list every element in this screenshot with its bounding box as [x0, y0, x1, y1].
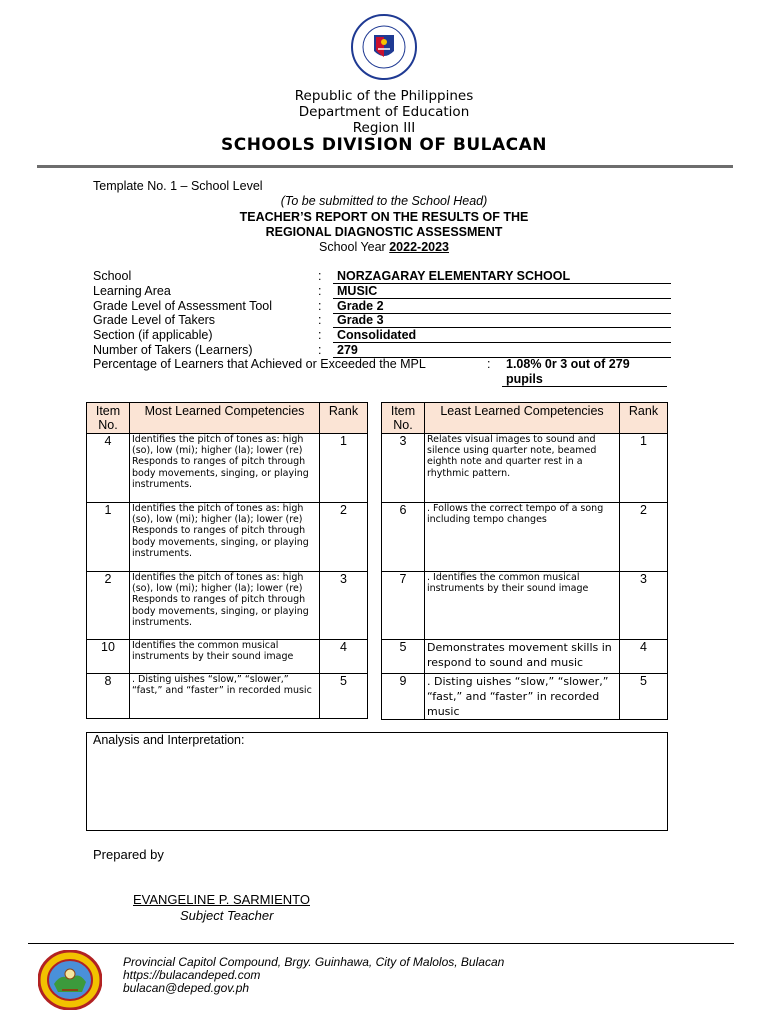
item-number: 1	[87, 503, 130, 572]
item-number: 8	[87, 674, 130, 719]
info-colon: :	[487, 357, 491, 371]
table-row	[382, 674, 668, 720]
info-value-takers: 279	[333, 343, 671, 358]
competency-text: . Disting uishes “slow,” “slower,” “fast,” and “faster” in recorded music	[425, 674, 620, 720]
table-row	[382, 503, 668, 572]
info-colon: :	[318, 284, 322, 298]
info-colon: :	[318, 343, 322, 357]
analysis-label: Analysis and Interpretation:	[93, 733, 245, 747]
info-label-school: School	[93, 269, 132, 283]
competency-text: Identifies the pitch of tones as: high (so), low (mi); higher (la); lower (re) Responds to ranges of pitch through body movements, singing, or playing instruments.	[130, 503, 320, 572]
preparer-title: Subject Teacher	[180, 908, 274, 923]
least-learned-table	[381, 402, 668, 720]
item-number: 2	[87, 572, 130, 640]
most-learned-header-row	[87, 403, 368, 434]
info-value-school: NORZAGARAY ELEMENTARY SCHOOL	[333, 269, 671, 284]
least-learned-item-header: Item No.	[382, 403, 425, 434]
info-label-grade-takers: Grade Level of Takers	[93, 313, 216, 327]
info-value-grade-tool: Grade 2	[333, 299, 671, 314]
table-row	[382, 640, 668, 674]
competency-text: Identifies the pitch of tones as: high (so), low (mi); higher (la); lower (re) Responds to ranges of pitch through body movements, singing, or playing instruments.	[130, 434, 320, 503]
competency-text: . Follows the correct tempo of a song including tempo changes	[425, 503, 620, 572]
most-learned-item-header: Item No.	[87, 403, 130, 434]
prepared-by-label: Prepared by	[93, 847, 164, 862]
item-number: 6	[382, 503, 425, 572]
mpl-value-line2: pupils	[506, 371, 543, 386]
table-row	[382, 434, 668, 503]
deped-seal-logo	[350, 13, 418, 86]
least-learned-header-row	[382, 403, 668, 434]
competency-text: . Identifies the common musical instruments by their sound image	[425, 572, 620, 640]
mpl-value	[502, 357, 667, 387]
info-value-grade-takers: Grade 3	[333, 313, 671, 328]
rank-value: 4	[620, 640, 668, 674]
info-colon: :	[318, 269, 322, 283]
table-row	[87, 572, 368, 640]
mpl-value-line1: 1.08% 0r 3 out of 279	[506, 357, 630, 371]
report-title-line1: TEACHER’S REPORT ON THE RESULTS OF THE	[239, 210, 529, 224]
mpl-label: Percentage of Learners that Achieved or Exceeded the MPL	[93, 357, 426, 371]
footer-divider	[28, 943, 734, 944]
least-learned-competency-header: Least Learned Competencies	[425, 403, 620, 434]
header-divider	[37, 165, 733, 168]
item-number: 3	[382, 434, 425, 503]
competency-text: Identifies the common musical instruments by their sound image	[130, 640, 320, 674]
rank-value: 1	[320, 434, 368, 503]
report-title-line2: REGIONAL DIAGNOSTIC ASSESSMENT	[265, 225, 503, 239]
info-colon: :	[318, 328, 322, 342]
submit-note: (To be submitted to the School Head)	[280, 194, 488, 208]
table-row	[87, 434, 368, 503]
footer-website-link[interactable]: https://bulacandeped.com	[123, 968, 261, 982]
rank-value: 5	[620, 674, 668, 720]
template-label: Template No. 1 – School Level	[93, 179, 263, 193]
rank-value: 3	[620, 572, 668, 640]
item-number: 9	[382, 674, 425, 720]
table-row	[87, 640, 368, 674]
school-year-value: 2022-2023	[389, 240, 449, 254]
info-colon: :	[318, 313, 322, 327]
preparer-name: EVANGELINE P. SARMIENTO	[133, 892, 310, 907]
rank-value: 5	[320, 674, 368, 719]
school-year-label: School Year	[319, 240, 386, 254]
info-label-section: Section (if applicable)	[93, 328, 213, 342]
most-learned-table	[86, 402, 368, 719]
analysis-box[interactable]	[86, 732, 668, 831]
most-learned-competency-header: Most Learned Competencies	[130, 403, 320, 434]
table-row	[382, 572, 668, 640]
competency-text: Demonstrates movement skills in respond to sound and music	[425, 640, 620, 674]
republic-text: Republic of the Philippines	[294, 88, 474, 104]
footer-address: Provincial Capitol Compound, Brgy. Guinhawa, City of Malolos, Bulacan	[123, 955, 505, 969]
table-row	[87, 503, 368, 572]
item-number: 4	[87, 434, 130, 503]
rank-value: 2	[320, 503, 368, 572]
most-learned-rank-header: Rank	[320, 403, 368, 434]
info-value-section: Consolidated	[333, 328, 671, 343]
rank-value: 4	[320, 640, 368, 674]
info-label-grade-tool: Grade Level of Assessment Tool	[93, 299, 273, 313]
sdo-bulacan-seal-logo	[38, 950, 102, 1015]
item-number: 5	[382, 640, 425, 674]
region-text: Region III	[352, 120, 416, 136]
competency-text: Identifies the pitch of tones as: high (so), low (mi); higher (la); lower (re) Responds to ranges of pitch through body movements, singing, or playing instruments.	[130, 572, 320, 640]
item-number: 7	[382, 572, 425, 640]
competency-text: . Disting uishes “slow,” “slower,” “fast,” and “faster” in recorded music	[130, 674, 320, 719]
footer-email-link[interactable]: bulacan@deped.gov.ph	[123, 981, 250, 995]
rank-value: 3	[320, 572, 368, 640]
item-number: 10	[87, 640, 130, 674]
department-text: Department of Education	[298, 104, 470, 120]
division-title: SCHOOLS DIVISION OF BULACAN	[220, 135, 548, 155]
school-year	[0, 240, 768, 254]
info-colon: :	[318, 299, 322, 313]
table-row	[87, 674, 368, 719]
info-label-takers: Number of Takers (Learners)	[93, 343, 253, 357]
info-label-learning-area: Learning Area	[93, 284, 171, 298]
rank-value: 2	[620, 503, 668, 572]
competency-text: Relates visual images to sound and silence using quarter note, beamed eighth note and quarter rest in a rhythmic pattern.	[425, 434, 620, 503]
info-value-learning-area: MUSIC	[333, 284, 671, 299]
least-learned-rank-header: Rank	[620, 403, 668, 434]
rank-value: 1	[620, 434, 668, 503]
